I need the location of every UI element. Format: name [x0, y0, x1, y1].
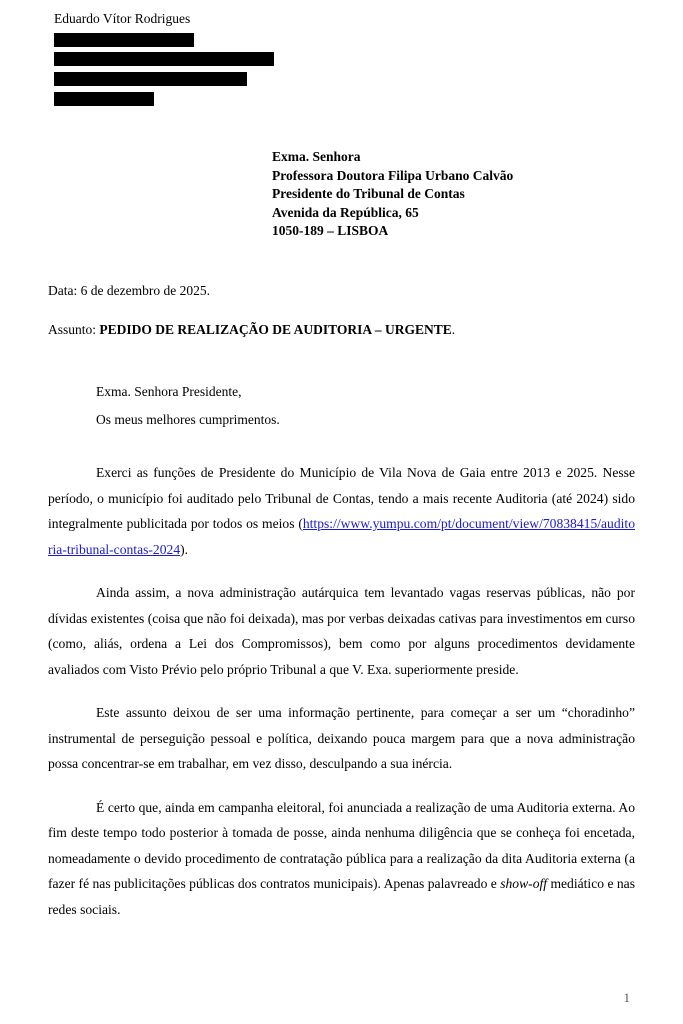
auditoria-document-link[interactable]: https://www.yumpu.com/pt/document/view/70838415/auditoria-tribunal-contas-2024 — [48, 516, 635, 557]
addressee-line-4: Avenida da República, 65 — [272, 204, 419, 220]
paragraph-1-text-before: Exerci as funções de Presidente do Município de Vila Nova de Gaia entre 2013 e 2025. Nesse período, o município foi auditado pelo Tribunal de Contas, tendo a mais recente Auditoria (até 2024) sido integralmente publicitada por todos os meios ( — [48, 465, 635, 531]
addressee-line-5: 1050-189 – LISBOA — [272, 223, 389, 238]
addressee-block — [272, 148, 513, 241]
paragraph-2: Ainda assim, a nova administração autárquica tem levantado vagas reservas públicas, não por dívidas existentes (coisa que não foi deixada), mas por verbas deixadas cativas para investimentos em curso (como, aliás, ordena a Lei dos Compromissos), bem como por alguns procedimentos devidamente avaliados com Visto Prévio pelo próprio Tribunal a que V. Exa. superiormente preside. — [48, 585, 635, 677]
sender-name: Eduardo Vítor Rodrigues — [54, 11, 191, 26]
salutation-line-1: Exma. Senhora Presidente, — [96, 384, 242, 399]
redacted-bar-3 — [54, 72, 247, 86]
addressee-line-1: Exma. Senhora — [272, 149, 361, 164]
redacted-bar-1 — [54, 33, 194, 47]
date-value: 6 de dezembro de 2025. — [77, 283, 210, 298]
paragraph-4 — [48, 795, 635, 923]
paragraph-4-emphasis: show-off — [500, 876, 548, 891]
subject-label: Assunto: — [48, 322, 97, 337]
redacted-bar-2 — [54, 52, 274, 66]
redacted-bar-4 — [54, 92, 154, 106]
addressee-line-2: Professora Doutora Filipa Urbano Calvão — [272, 167, 514, 183]
date-label: Data: — [48, 283, 78, 298]
document-meta — [48, 281, 635, 339]
subject-value: PEDIDO DE REALIZAÇÃO DE AUDITORIA – URGENTE — [96, 322, 452, 337]
page-number: 1 — [623, 990, 630, 1005]
paragraph-4-text-before: É certo que, ainda em campanha eleitoral, foi anunciada a realização de uma Auditoria externa. Ao fim deste tempo todo posterior à tomada de posse, ainda nenhuma diligência que se conheça foi encetada, nomeadamente o devido procedimento de contratação pública para a realização da dita Auditoria externa (a fazer fé nas publicitações públicas dos contratos municipais). Apenas palavreado e — [48, 799, 635, 891]
subject-line — [48, 320, 635, 339]
date-line — [48, 281, 635, 300]
paragraph-1 — [48, 460, 635, 562]
subject-suffix: . — [451, 322, 456, 337]
paragraph-1-text-after: ). — [180, 541, 189, 557]
document-body — [48, 460, 635, 922]
salutation-block — [48, 378, 635, 434]
addressee-line-3: Presidente do Tribunal de Contas — [272, 186, 465, 201]
sender-block — [54, 10, 354, 106]
paragraph-3: Este assunto deixou de ser uma informação pertinente, para começar a ser um “choradinho” instrumental de perseguição pessoal e política, deixando pouca margem para que a nova administração possa concentrar-se em trabalhar, em vez disso, desculpando a sua inércia. — [48, 705, 635, 771]
salutation-line-2: Os meus melhores cumprimentos. — [96, 412, 280, 427]
paragraph-4-text-after: mediático e nas redes sociais. — [48, 876, 635, 917]
